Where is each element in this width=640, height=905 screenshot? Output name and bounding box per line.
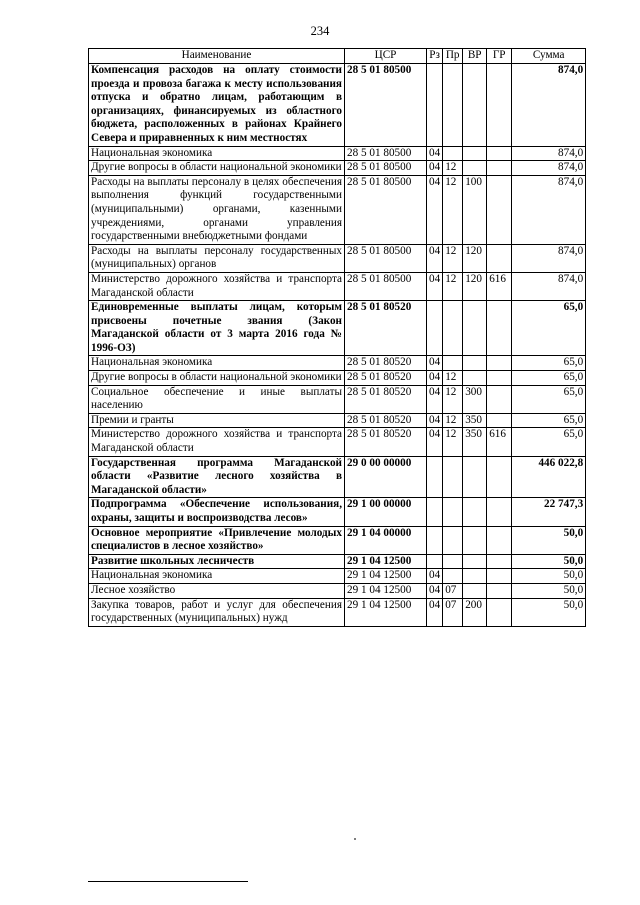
- cell-name: Министерство дорожного хозяйства и транспорта Магаданской области: [89, 272, 345, 300]
- cell-gr: [487, 498, 512, 526]
- table-row: [89, 583, 586, 598]
- cell-name: Социальное обеспечение и иные выплаты населению: [89, 385, 345, 413]
- header-rz: Рз: [427, 49, 443, 64]
- cell-vr: 300: [463, 385, 487, 413]
- table-row: [89, 161, 586, 176]
- header-name: Наименование: [89, 49, 345, 64]
- cell-rz: 04: [427, 371, 443, 386]
- cell-csr: 28 5 01 80520: [345, 356, 427, 371]
- cell-sum: 65,0: [512, 371, 586, 386]
- cell-pr: 12: [443, 385, 463, 413]
- cell-csr: 28 5 01 80500: [345, 146, 427, 161]
- cell-gr: [487, 554, 512, 569]
- cell-rz: [427, 301, 443, 356]
- table-row: [89, 175, 586, 244]
- cell-rz: 04: [427, 272, 443, 300]
- scan-mark: [354, 838, 356, 840]
- cell-csr: 29 1 04 00000: [345, 526, 427, 554]
- cell-rz: 04: [427, 161, 443, 176]
- cell-csr: 28 5 01 80520: [345, 371, 427, 386]
- cell-rz: 04: [427, 583, 443, 598]
- cell-vr: 350: [463, 413, 487, 428]
- cell-pr: 12: [443, 244, 463, 272]
- cell-csr: 28 5 01 80500: [345, 161, 427, 176]
- table-row: [89, 371, 586, 386]
- cell-rz: [427, 456, 443, 498]
- cell-rz: [427, 526, 443, 554]
- header-vr: ВР: [463, 49, 487, 64]
- cell-vr: [463, 356, 487, 371]
- cell-name: Национальная экономика: [89, 569, 345, 584]
- cell-rz: 04: [427, 244, 443, 272]
- cell-gr: [487, 456, 512, 498]
- cell-vr: [463, 498, 487, 526]
- cell-pr: 12: [443, 428, 463, 456]
- header-csr: ЦСР: [345, 49, 427, 64]
- cell-vr: 120: [463, 244, 487, 272]
- cell-pr: 12: [443, 413, 463, 428]
- cell-gr: [487, 244, 512, 272]
- table-row: [89, 64, 586, 147]
- cell-csr: 29 1 04 12500: [345, 569, 427, 584]
- table-row: [89, 413, 586, 428]
- cell-pr: [443, 456, 463, 498]
- cell-vr: [463, 371, 487, 386]
- cell-sum: 65,0: [512, 428, 586, 456]
- cell-pr: 12: [443, 371, 463, 386]
- header-pr: Пр: [443, 49, 463, 64]
- cell-gr: [487, 64, 512, 147]
- table-row: [89, 598, 586, 626]
- cell-pr: [443, 569, 463, 584]
- table-row: [89, 554, 586, 569]
- cell-rz: [427, 554, 443, 569]
- page-number: 234: [310, 24, 330, 38]
- cell-rz: [427, 64, 443, 147]
- cell-gr: 616: [487, 428, 512, 456]
- cell-pr: [443, 526, 463, 554]
- cell-name: Другие вопросы в области национальной экономики: [89, 371, 345, 386]
- table-row: [89, 272, 586, 300]
- cell-csr: 29 1 00 00000: [345, 498, 427, 526]
- cell-pr: [443, 554, 463, 569]
- cell-sum: 874,0: [512, 64, 586, 147]
- cell-gr: [487, 526, 512, 554]
- cell-gr: [487, 583, 512, 598]
- cell-name: Закупка товаров, работ и услуг для обеспечения государственных (муниципальных) нужд: [89, 598, 345, 626]
- cell-vr: 120: [463, 272, 487, 300]
- cell-sum: 50,0: [512, 583, 586, 598]
- cell-name: Национальная экономика: [89, 146, 345, 161]
- cell-pr: [443, 498, 463, 526]
- cell-csr: 28 5 01 80520: [345, 428, 427, 456]
- cell-vr: [463, 146, 487, 161]
- cell-vr: [463, 161, 487, 176]
- cell-vr: [463, 583, 487, 598]
- cell-sum: 50,0: [512, 526, 586, 554]
- cell-csr: 29 1 04 12500: [345, 554, 427, 569]
- cell-name: Компенсация расходов на оплату стоимости проезда и провоза багажа к месту использования отпуска и обратно лицам, работающим в организациях, финансируемых из областного бюджета, расположенных в районах Крайнего Севера и приравненных к ним местностях: [89, 64, 345, 147]
- cell-pr: 07: [443, 583, 463, 598]
- cell-pr: [443, 301, 463, 356]
- table-row: [89, 526, 586, 554]
- cell-csr: 29 1 04 12500: [345, 598, 427, 626]
- cell-csr: 29 0 00 00000: [345, 456, 427, 498]
- cell-name: Основное мероприятие «Привлечение молодых специалистов в лесное хозяйство»: [89, 526, 345, 554]
- cell-csr: 28 5 01 80500: [345, 64, 427, 147]
- cell-csr: 28 5 01 80520: [345, 301, 427, 356]
- table-row: [89, 456, 586, 498]
- cell-sum: 50,0: [512, 569, 586, 584]
- cell-sum: 50,0: [512, 598, 586, 626]
- cell-vr: [463, 64, 487, 147]
- table-row: [89, 244, 586, 272]
- cell-vr: [463, 301, 487, 356]
- cell-name: Премии и гранты: [89, 413, 345, 428]
- cell-pr: [443, 146, 463, 161]
- cell-pr: [443, 356, 463, 371]
- cell-sum: 874,0: [512, 146, 586, 161]
- cell-gr: [487, 598, 512, 626]
- cell-rz: 04: [427, 385, 443, 413]
- table-body: [89, 64, 586, 627]
- table-header-row: [89, 49, 586, 64]
- cell-csr: 28 5 01 80520: [345, 413, 427, 428]
- cell-sum: 874,0: [512, 272, 586, 300]
- cell-gr: 616: [487, 272, 512, 300]
- cell-csr: 28 5 01 80500: [345, 244, 427, 272]
- cell-gr: [487, 371, 512, 386]
- cell-sum: 65,0: [512, 301, 586, 356]
- cell-rz: 04: [427, 569, 443, 584]
- cell-csr: 28 5 01 80500: [345, 175, 427, 244]
- cell-name: Подпрограмма «Обеспечение использования, охраны, защиты и воспроизводства лесов»: [89, 498, 345, 526]
- cell-sum: 874,0: [512, 175, 586, 244]
- cell-sum: 874,0: [512, 244, 586, 272]
- cell-gr: [487, 413, 512, 428]
- cell-gr: [487, 301, 512, 356]
- cell-gr: [487, 356, 512, 371]
- cell-rz: 04: [427, 428, 443, 456]
- cell-gr: [487, 161, 512, 176]
- cell-name: Единовременные выплаты лицам, которым присвоены почетные звания (Закон Магаданской области от 3 марта 2016 года № 1996-ОЗ): [89, 301, 345, 356]
- budget-table: [88, 48, 586, 627]
- table-row: [89, 569, 586, 584]
- cell-vr: 100: [463, 175, 487, 244]
- table-row: [89, 146, 586, 161]
- cell-pr: 12: [443, 175, 463, 244]
- cell-rz: 04: [427, 413, 443, 428]
- cell-sum: 50,0: [512, 554, 586, 569]
- cell-sum: 65,0: [512, 413, 586, 428]
- cell-sum: 446 022,8: [512, 456, 586, 498]
- cell-csr: 28 5 01 80500: [345, 272, 427, 300]
- cell-rz: [427, 498, 443, 526]
- table-row: [89, 356, 586, 371]
- cell-pr: [443, 64, 463, 147]
- cell-sum: 65,0: [512, 385, 586, 413]
- cell-gr: [487, 146, 512, 161]
- cell-sum: 874,0: [512, 161, 586, 176]
- cell-name: Расходы на выплаты персоналу государственных (муниципальных) органов: [89, 244, 345, 272]
- cell-name: Министерство дорожного хозяйства и транспорта Магаданской области: [89, 428, 345, 456]
- cell-pr: 12: [443, 161, 463, 176]
- cell-csr: 29 1 04 12500: [345, 583, 427, 598]
- cell-gr: [487, 175, 512, 244]
- cell-vr: 350: [463, 428, 487, 456]
- cell-sum: 22 747,3: [512, 498, 586, 526]
- cell-vr: 200: [463, 598, 487, 626]
- cell-rz: 04: [427, 146, 443, 161]
- cell-rz: 04: [427, 598, 443, 626]
- footnote-separator: [88, 881, 248, 882]
- cell-gr: [487, 569, 512, 584]
- cell-pr: 07: [443, 598, 463, 626]
- cell-vr: [463, 554, 487, 569]
- cell-name: Лесное хозяйство: [89, 583, 345, 598]
- table-row: [89, 301, 586, 356]
- table-row: [89, 385, 586, 413]
- cell-name: Национальная экономика: [89, 356, 345, 371]
- table-row: [89, 428, 586, 456]
- cell-name: Развитие школьных лесничеств: [89, 554, 345, 569]
- cell-gr: [487, 385, 512, 413]
- cell-vr: [463, 569, 487, 584]
- header-sum: Сумма: [512, 49, 586, 64]
- cell-csr: 28 5 01 80520: [345, 385, 427, 413]
- cell-rz: 04: [427, 175, 443, 244]
- cell-name: Расходы на выплаты персоналу в целях обеспечения выполнения функций государственными (муниципальными) органами, казенными учреждениями, органами управления государственными внебюджетными фондами: [89, 175, 345, 244]
- cell-vr: [463, 526, 487, 554]
- cell-name: Другие вопросы в области национальной экономики: [89, 161, 345, 176]
- cell-pr: 12: [443, 272, 463, 300]
- cell-sum: 65,0: [512, 356, 586, 371]
- header-gr: ГР: [487, 49, 512, 64]
- table-row: [89, 498, 586, 526]
- cell-rz: 04: [427, 356, 443, 371]
- cell-vr: [463, 456, 487, 498]
- cell-name: Государственная программа Магаданской области «Развитие лесного хозяйства в Магаданской области»: [89, 456, 345, 498]
